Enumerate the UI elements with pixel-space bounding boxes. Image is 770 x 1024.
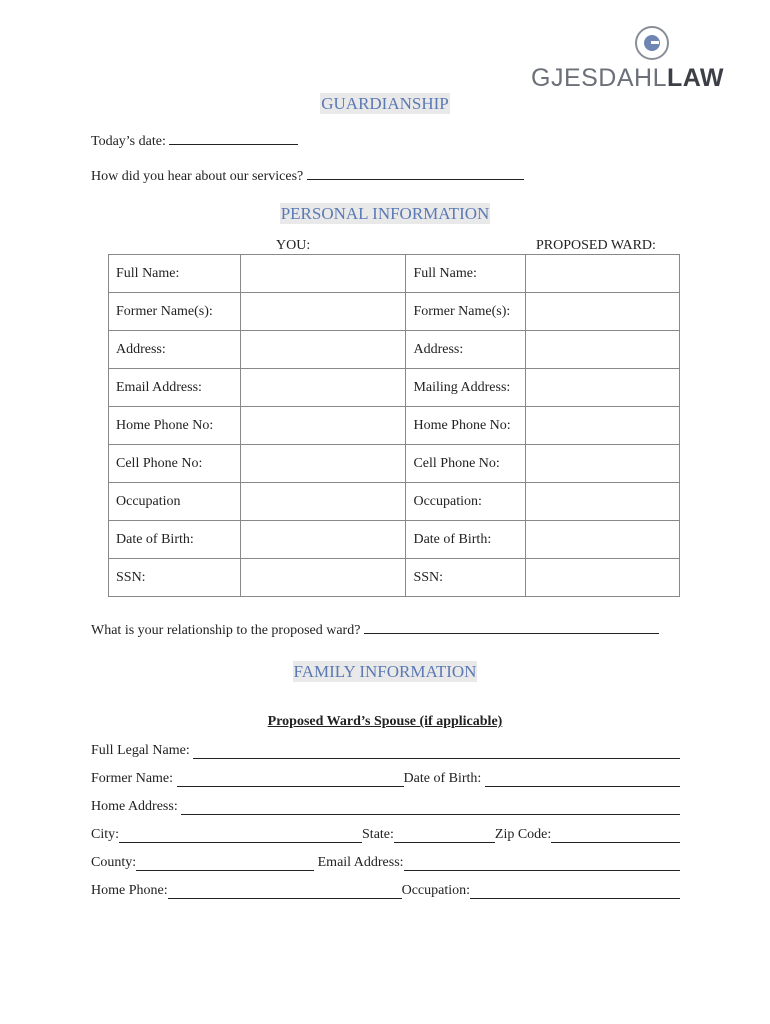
ward-field-label: Former Name(s): [406, 293, 526, 331]
county-email-row: County: Email Address: [91, 855, 680, 871]
ward-field-label: Full Name: [406, 255, 526, 293]
you-field-input[interactable] [240, 331, 406, 369]
full-legal-name-row: Full Legal Name: [91, 743, 680, 759]
table-row [109, 483, 680, 521]
ward-field-input[interactable] [526, 293, 680, 331]
form-title: GUARDIANSHIP [321, 94, 449, 113]
you-field-label: Date of Birth: [109, 521, 241, 559]
logo-emblem-icon [635, 26, 669, 60]
family-info-heading: FAMILY INFORMATION [293, 662, 477, 681]
zip-code-field[interactable] [551, 829, 680, 843]
you-field-label: Address: [109, 331, 241, 369]
ward-field-input[interactable] [526, 407, 680, 445]
you-field-label: Email Address: [109, 369, 241, 407]
city-field[interactable] [119, 829, 362, 843]
ward-field-label: Mailing Address: [406, 369, 526, 407]
ward-field-label: SSN: [406, 559, 526, 597]
company-logo [531, 26, 725, 96]
logo-wordmark: GJESDAHLLAW [531, 64, 725, 92]
personal-info-table [108, 254, 680, 597]
table-row [109, 331, 680, 369]
you-field-input[interactable] [240, 369, 406, 407]
ward-field-label: Cell Phone No: [406, 445, 526, 483]
table-row [109, 255, 680, 293]
ward-field-label: Home Phone No: [406, 407, 526, 445]
you-field-label: Full Name: [109, 255, 241, 293]
you-field-input[interactable] [240, 293, 406, 331]
you-field-label: SSN: [109, 559, 241, 597]
table-row [109, 445, 680, 483]
ward-field-input[interactable] [526, 255, 680, 293]
ward-field-label: Occupation: [406, 483, 526, 521]
referral-source-field[interactable] [307, 166, 524, 180]
spouse-dob-field[interactable] [485, 773, 680, 787]
table-row [109, 521, 680, 559]
county-field[interactable] [136, 857, 314, 871]
you-field-input[interactable] [240, 407, 406, 445]
full-legal-name-field[interactable] [193, 745, 680, 759]
personal-info-heading: PERSONAL INFORMATION [280, 204, 490, 223]
ward-field-input[interactable] [526, 483, 680, 521]
former-name-field[interactable] [177, 773, 404, 787]
referral-source-row: How did you hear about our services? [91, 166, 524, 185]
home-phone-field[interactable] [168, 885, 402, 899]
table-row [109, 559, 680, 597]
ward-field-input[interactable] [526, 559, 680, 597]
spouse-subheading: Proposed Ward’s Spouse (if applicable) [267, 714, 503, 729]
table-row [109, 369, 680, 407]
ward-field-input[interactable] [526, 521, 680, 559]
you-field-input[interactable] [240, 445, 406, 483]
you-column-header: YOU: [276, 238, 311, 253]
ward-field-input[interactable] [526, 369, 680, 407]
you-field-input[interactable] [240, 559, 406, 597]
ward-field-input[interactable] [526, 445, 680, 483]
table-row [109, 407, 680, 445]
table-row [109, 293, 680, 331]
todays-date-field[interactable] [169, 131, 298, 145]
you-field-input[interactable] [240, 521, 406, 559]
spouse-occupation-field[interactable] [470, 885, 680, 899]
state-field[interactable] [394, 829, 495, 843]
you-field-label: Former Name(s): [109, 293, 241, 331]
home-address-field[interactable] [181, 801, 680, 815]
relationship-field[interactable] [364, 620, 659, 634]
you-field-label: Home Phone No: [109, 407, 241, 445]
relationship-row: What is your relationship to the proposed ward? [91, 620, 659, 639]
you-field-label: Occupation [109, 483, 241, 521]
ward-field-label: Address: [406, 331, 526, 369]
todays-date-row: Today’s date: [91, 131, 298, 150]
former-name-row: Former Name: Date of Birth: [91, 771, 680, 787]
you-field-input[interactable] [240, 483, 406, 521]
ward-field-label: Date of Birth: [406, 521, 526, 559]
home-address-row: Home Address: [91, 799, 680, 815]
ward-field-input[interactable] [526, 331, 680, 369]
phone-occupation-row: Home Phone: Occupation: [91, 883, 680, 899]
you-field-input[interactable] [240, 255, 406, 293]
spouse-email-field[interactable] [404, 857, 680, 871]
city-state-zip-row: City: State: Zip Code: [91, 827, 680, 843]
ward-column-header: PROPOSED WARD: [536, 238, 656, 253]
you-field-label: Cell Phone No: [109, 445, 241, 483]
